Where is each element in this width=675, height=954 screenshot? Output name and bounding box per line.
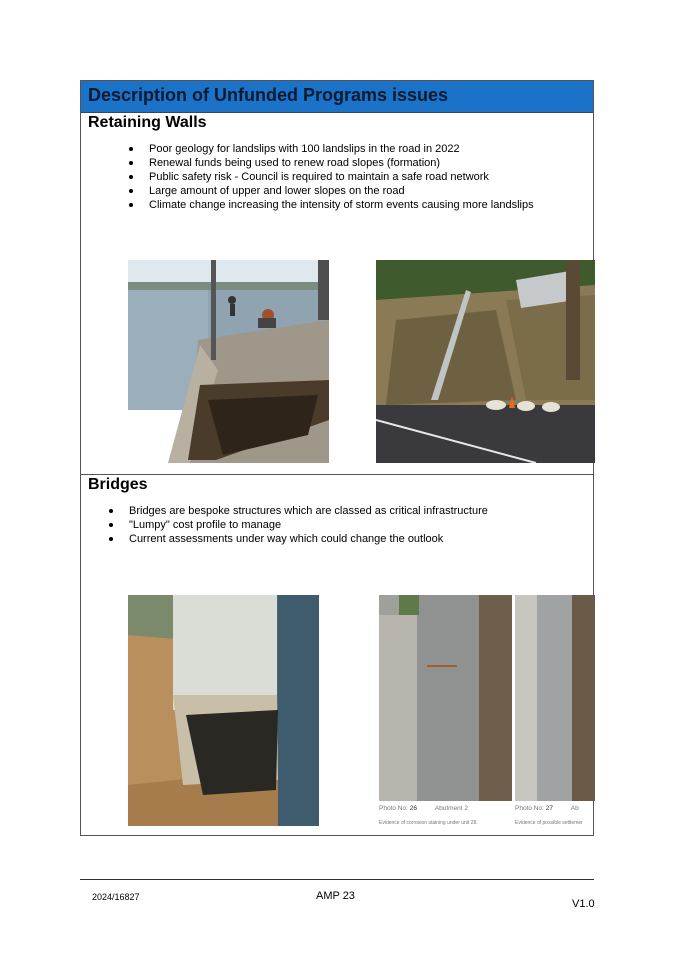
photo-26-caption-line (379, 805, 468, 812)
retaining-walls-bullet-list (149, 142, 534, 212)
bridges-heading: Bridges (88, 476, 148, 493)
photo-26-note: Evidence of corrosion staining under unit 28. (379, 820, 478, 826)
bridges-bullet-list (129, 504, 488, 546)
list-item: Renewal funds being used to renew road slopes (formation) (149, 156, 534, 170)
rock-slope-photo (376, 260, 595, 463)
footer-rule (80, 879, 594, 880)
photo-number-label: Photo No: (379, 805, 408, 812)
footer-doc-number: 2024/16827 (92, 892, 140, 902)
bridge-pier-photo (128, 595, 319, 826)
seawall-collapse-photo (128, 260, 329, 463)
abutment-photo-27 (515, 595, 595, 801)
list-item: Current assessments under way which could change the outlook (129, 532, 488, 546)
list-item: Climate change increasing the intensity of storm events causing more landslips (149, 199, 534, 211)
abutment-photo-26 (379, 595, 512, 801)
list-item: Poor geology for landslips with 100 landslips in the road in 2022 (149, 142, 534, 156)
photo-number: 27 (545, 805, 553, 812)
section-banner (81, 81, 593, 113)
list-item: "Lumpy" cost profile to manage (129, 518, 488, 532)
content-frame (80, 80, 594, 836)
list-item: Bridges are bespoke structures which are classed as critical infrastructure (129, 505, 488, 517)
banner-title: Description of Unfunded Programs issues (88, 85, 449, 105)
footer-version: V1.0 (572, 898, 595, 910)
list-item: Public safety risk - Council is required to maintain a safe road network (149, 170, 534, 184)
photo-number-label: Photo No: (515, 805, 544, 812)
photo-location: Abutment 2 (434, 805, 469, 812)
list-item: Large amount of upper and lower slopes on the road (149, 184, 534, 198)
footer-title: AMP 23 (316, 890, 355, 902)
retaining-walls-heading: Retaining Walls (88, 114, 207, 131)
section-divider (81, 474, 593, 475)
photo-27-caption-line (515, 805, 595, 812)
photo-location: Ab (570, 805, 579, 812)
photo-27-note: Evidence of possible settlemer (515, 820, 583, 826)
photo-number: 26 (409, 805, 417, 812)
